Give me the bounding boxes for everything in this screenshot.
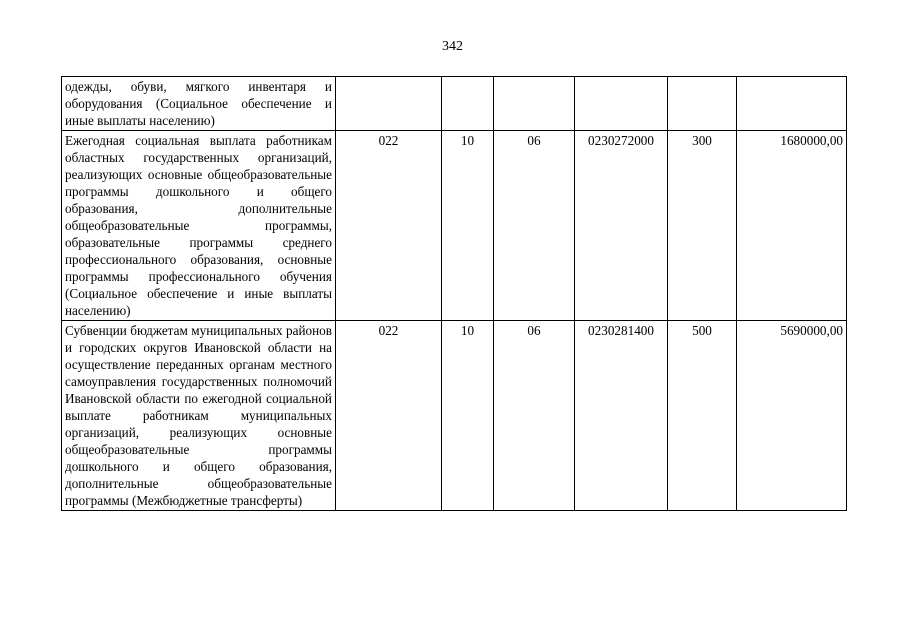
- amount-cell: [737, 77, 847, 131]
- section-code-cell: [442, 77, 494, 131]
- section-code-cell: 10: [442, 131, 494, 321]
- subsection-code-cell: 06: [494, 131, 575, 321]
- subsection-code-cell: [494, 77, 575, 131]
- table-row: [62, 77, 847, 131]
- target-article-cell: 0230281400: [575, 321, 668, 511]
- page-number: 342: [442, 39, 463, 54]
- expense-type-cell: [668, 77, 737, 131]
- amount-cell: 1680000,00: [737, 131, 847, 321]
- section-code-cell: 10: [442, 321, 494, 511]
- admin-code-cell: 022: [336, 321, 442, 511]
- table-row: [62, 321, 847, 511]
- target-article-cell: [575, 77, 668, 131]
- subsection-code-cell: 06: [494, 321, 575, 511]
- amount-cell: 5690000,00: [737, 321, 847, 511]
- budget-table: [61, 76, 847, 511]
- expense-type-cell: 300: [668, 131, 737, 321]
- table-row: [62, 131, 847, 321]
- admin-code-cell: [336, 77, 442, 131]
- expense-type-cell: 500: [668, 321, 737, 511]
- row-description: Ежегодная социальная выплата работникам областных государственных организаций, реализующих основные общеобразовательные программы дошкольного и общего образования, дополнительные общеобразовательные программы, образовательные программы среднего профессионального образования, основные программы профессионального обучения (Социальное обеспечение и иные выплаты населению): [62, 131, 336, 321]
- target-article-cell: 0230272000: [575, 131, 668, 321]
- row-description: Субвенции бюджетам муниципальных районов и городских округов Ивановской области на осуществление переданных органам местного самоуправления государственных полномочий Ивановской области по ежегодной социальной выплате работникам муниципальных организаций, реализующих основные общеобразовательные программы дошкольного и общего образования, дополнительные общеобразовательные программы (Межбюджетные трансферты): [62, 321, 336, 511]
- row-description: одежды, обуви, мягкого инвентаря и оборудования (Социальное обеспечение и иные выплаты населению): [62, 77, 336, 131]
- admin-code-cell: 022: [336, 131, 442, 321]
